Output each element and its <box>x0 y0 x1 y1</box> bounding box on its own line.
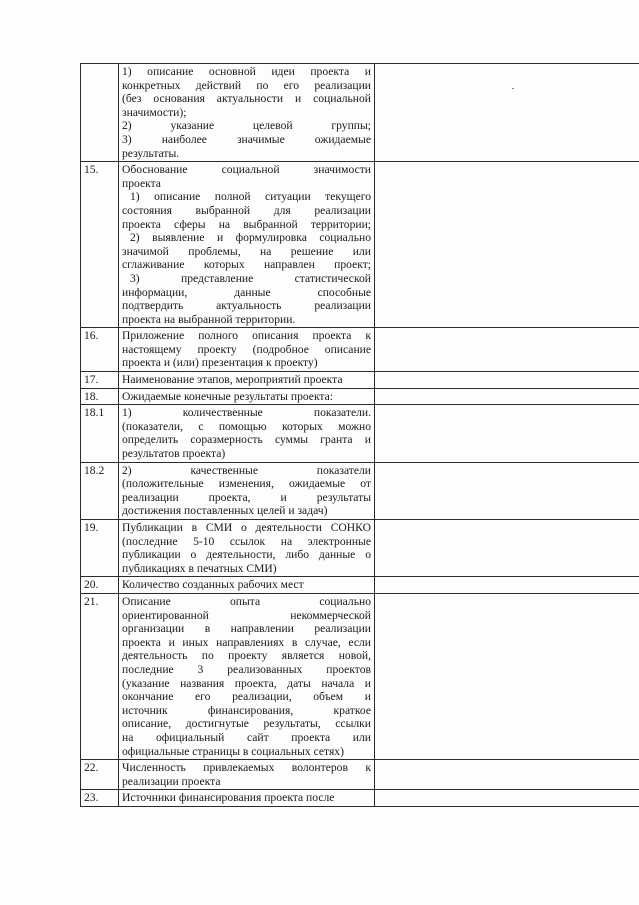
row-description <box>119 328 375 372</box>
description-line: (указание названия проекта, даты начала и <box>122 676 371 690</box>
description-line: конкретных действий по его реализации <box>122 78 371 92</box>
description-line: Численность привлекаемых волонтеров к <box>122 761 371 775</box>
value-cell[interactable] <box>375 577 639 594</box>
description-line: Ожидаемые конечные результаты проекта: <box>122 389 334 403</box>
row-description <box>119 462 375 519</box>
description-line: проекта и (или) презентация к проекту) <box>122 356 318 370</box>
row-number: 18.1 <box>81 405 119 462</box>
row-number: 20. <box>81 577 119 594</box>
description-line: 2) качественные показатели <box>122 463 371 477</box>
row-description <box>119 405 375 462</box>
description-line: организации в направлении реализации <box>122 622 371 636</box>
row-number: 16. <box>81 328 119 372</box>
description-line: на официальный сайт проекта или <box>122 730 371 744</box>
value-cell[interactable] <box>375 372 639 389</box>
description-line: источник финансирования, краткое <box>122 703 371 717</box>
value-cell[interactable] <box>375 790 639 807</box>
description-line: публикации о деятельности, либо данные о <box>122 548 371 562</box>
application-form-table <box>80 63 639 807</box>
description-line: Наименование этапов, мероприятий проекта <box>122 373 343 387</box>
row-number: 22. <box>81 760 119 790</box>
scan-speck <box>512 88 514 89</box>
description-line: (показатели, с помощью которых можно <box>122 419 371 433</box>
table-row <box>81 462 639 519</box>
description-line: результатов проекта) <box>122 447 226 461</box>
table-row <box>81 593 639 759</box>
description-line: 2) указание целевой группы; <box>122 119 371 133</box>
row-description <box>119 372 375 389</box>
description-line: публикациях в печатных СМИ) <box>122 561 277 575</box>
description-line: Источники финансирования проекта после <box>122 791 335 805</box>
row-description <box>119 577 375 594</box>
description-line: 1) описание полной ситуации текущего <box>130 190 371 204</box>
description-line: описание, достигнутые результаты, ссылки <box>122 717 371 731</box>
table-row <box>81 520 639 577</box>
row-number: 18. <box>81 388 119 405</box>
table-row <box>81 388 639 405</box>
description-line: последние 3 реализованных проектов <box>122 662 371 676</box>
table-row <box>81 760 639 790</box>
value-cell[interactable] <box>375 760 639 790</box>
row-number: 23. <box>81 790 119 807</box>
description-line: проекта и иных направлениях в случае, если <box>122 635 371 649</box>
description-line: информации, данные способные <box>122 285 371 299</box>
description-line: ориентированной некоммерческой <box>122 608 371 622</box>
row-description <box>119 520 375 577</box>
value-cell[interactable] <box>375 593 639 759</box>
row-description <box>119 388 375 405</box>
description-line: подтвердить актуальность реализации <box>122 299 371 313</box>
table-row <box>81 162 639 328</box>
row-description <box>119 760 375 790</box>
description-line: 3) наиболее значимые ожидаемые <box>122 132 371 146</box>
row-number: 18.2 <box>81 462 119 519</box>
value-cell[interactable] <box>375 462 639 519</box>
description-line: определить соразмерность суммы гранта и <box>122 433 371 447</box>
description-line: настоящему проекту (подробное описание <box>122 342 371 356</box>
form-table-body <box>81 64 639 807</box>
table-row <box>81 328 639 372</box>
description-line: Приложение полного описания проекта к <box>122 329 371 343</box>
description-line: сглаживание которых направлен проект; <box>122 258 371 272</box>
description-line: Количество созданных рабочих мест <box>122 578 304 592</box>
value-cell[interactable] <box>375 405 639 462</box>
row-description <box>119 162 375 328</box>
table-row <box>81 372 639 389</box>
value-cell[interactable] <box>375 520 639 577</box>
description-line: 1) описание основной идеи проекта и <box>122 65 371 78</box>
description-line: (положительные изменения, ожидаемые от <box>122 477 371 491</box>
row-description <box>119 593 375 759</box>
description-line: проекта на выбранной территории. <box>122 312 296 326</box>
row-number: 21. <box>81 593 119 759</box>
description-line: значимой проблемы, на решение или <box>122 244 371 258</box>
value-cell[interactable] <box>375 162 639 328</box>
row-number: 19. <box>81 520 119 577</box>
description-line: реализации проекта, и результаты <box>122 490 371 504</box>
description-line: 2) выявление и формулировка социально <box>130 231 371 245</box>
row-number: 17. <box>81 372 119 389</box>
row-number: 15. <box>81 162 119 328</box>
row-description <box>119 790 375 807</box>
table-row <box>81 64 639 162</box>
description-line: Обоснование социальной значимости <box>122 163 371 177</box>
description-line: реализации проекта <box>122 774 221 788</box>
description-line: (без основания актуальности и социальной <box>122 92 371 106</box>
value-cell[interactable] <box>375 64 639 162</box>
description-line: 1) количественные показатели. <box>122 406 371 420</box>
value-cell[interactable] <box>375 328 639 372</box>
description-line: достижения поставленных целей и задач) <box>122 504 328 518</box>
description-line: официальные страницы в социальных сетях) <box>122 744 344 758</box>
description-line: деятельность по проекту является новой, <box>122 649 371 663</box>
description-line: Описание опыта социально <box>122 594 371 608</box>
table-row <box>81 790 639 807</box>
row-number <box>81 64 119 162</box>
description-line: состояния выбранной для реализации <box>122 203 371 217</box>
description-line: окончание его реализации, объем и <box>122 690 371 704</box>
description-line: проекта сферы на выбранной территории; <box>122 217 371 231</box>
table-row <box>81 577 639 594</box>
description-line: Публикации в СМИ о деятельности СОНКО <box>122 521 371 534</box>
description-line: значимости); <box>122 105 187 119</box>
table-row <box>81 405 639 462</box>
value-cell[interactable] <box>375 388 639 405</box>
description-line: проекта <box>122 176 161 190</box>
description-line: результаты. <box>122 146 180 160</box>
description-line: 3) представление статистической <box>130 271 371 285</box>
description-line: (последние 5-10 ссылок на электронные <box>122 534 371 548</box>
row-description <box>119 64 375 162</box>
